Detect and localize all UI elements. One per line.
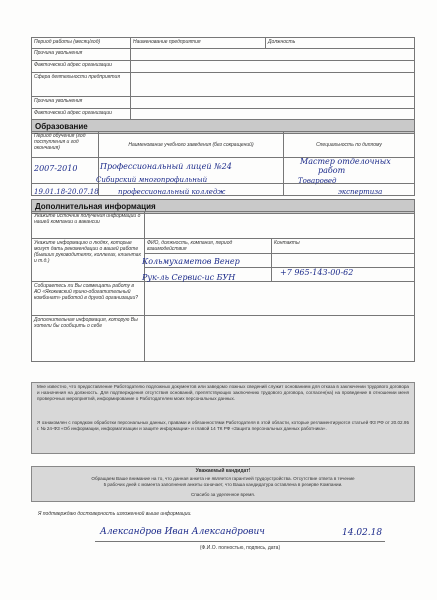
work-period-label: Период работы (месяц/год) xyxy=(32,38,131,49)
hw-edu-spec-1b: работ xyxy=(318,166,346,175)
extra-info-question: Дополнительная информация, которую Вы хотели бы сообщить о себе xyxy=(32,316,145,362)
hw-signature-name: Александров Иван Александрович xyxy=(100,527,265,537)
hw-edu-spec-1a: Мастер отделочных xyxy=(300,157,391,166)
candidate-notice-title: Уважаемый кандидат! xyxy=(195,468,251,474)
extra-info-answer xyxy=(145,316,415,362)
references-col-name: ФИО, должность, компания, период взаимодействия xyxy=(145,239,272,254)
work-position-label: Должность xyxy=(266,38,415,49)
candidate-notice-thanks: Спасибо за уделенное время. xyxy=(190,492,256,497)
hw-reference-name: Кольмухаметов Венер xyxy=(142,257,240,266)
work-reason-value-2 xyxy=(131,97,415,109)
work-company-label: Наименование предприятия xyxy=(131,38,266,49)
work-history-table xyxy=(31,37,415,121)
work-sphere-label: Сфера деятельности предприятия xyxy=(32,73,131,97)
references-col-contacts: Контакты xyxy=(272,239,415,254)
consent-paragraph-1: Мне известно, что предоставление Работодателю подложных документов или заведомо ложных сведений служит основанием для отказа в заключении трудового договора и назначения на должность. Для подтверждения отсутствия оснований, препятствующих заключению трудового договора, согласен(на) на проведение в отношении меня проверочных мероприятий, информирование о Работодателем моих персональных данных. xyxy=(37,384,409,401)
edu-spec-col: Специальность по диплому xyxy=(284,132,415,158)
additional-header: Дополнительная информация xyxy=(31,199,415,214)
work-reason-label: Причина увольнения xyxy=(32,49,131,61)
work-reason-label-2: Причина увольнения xyxy=(32,97,131,109)
reference-contact-cell xyxy=(272,254,415,268)
signature-caption: (Ф.И.О. полностью, подпись, дата) xyxy=(199,545,281,551)
edu-school-col: Наименование учебного заведения (без сокращений) xyxy=(99,132,284,158)
consent-paragraph-2: Я ознакомлен с порядком обработки персональных данных, правами и обязанностями Работодателя в этой области, которые регламентируются статьей ФЗ РФ от 20.02.95 г. № 24-ФЗ «Об информации, информатизации и защите информации» и главой 14 ТК РФ «Защита персональных данных работника». xyxy=(37,420,409,431)
candidate-notice-line2: 5 рабочих дней с момента заполнения анкеты означает, что Ваша кандидатура оставлена в резерве Компании. xyxy=(103,482,343,487)
additional-table xyxy=(31,211,415,362)
hw-edu-spec-2a: Товаровед xyxy=(298,177,337,185)
candidate-notice-line1: Обращаем Ваше внимание на то, что данная анкета не является гарантией трудоустройства. Отсутствие ответа в течение xyxy=(91,476,355,481)
hw-edu-period-1: 2007-2010 xyxy=(34,164,78,173)
confirmation-text: Я подтверждаю достоверность изложенной выше информации. xyxy=(38,511,192,517)
edu-period-col: Период обучения (год поступления и год окончания) xyxy=(32,132,99,158)
work-address-label: Фактический адрес организации xyxy=(32,61,131,73)
source-question: Укажите источник получения информации о нашей компании и вакансии xyxy=(32,212,145,239)
work-sphere-value xyxy=(131,73,415,97)
hw-edu-school-2a: Сибирский многопрофильный xyxy=(96,176,208,184)
hw-reference-company: Рук-ль Сервис-ис БУН xyxy=(142,273,236,282)
education-header: Образование xyxy=(31,119,415,134)
hw-signature-date: 14.02.18 xyxy=(342,528,383,538)
signature-line xyxy=(95,541,385,542)
combine-answer xyxy=(145,282,415,316)
hw-edu-spec-2b: экспертиза xyxy=(338,188,383,196)
hw-edu-school-1: Профессиональный лицей №24 xyxy=(100,162,232,171)
work-address-label-2: Фактический адрес организации xyxy=(32,109,131,121)
combine-question: Собираетесь ли Вы совмещать работу в АО «Якокевский ярино-обогатительный комбинат» работой в другой организации? xyxy=(32,282,145,316)
hw-reference-phone: +7 965-143-00-62 xyxy=(280,268,354,277)
source-answer xyxy=(145,212,415,239)
work-address-value xyxy=(131,61,415,73)
hw-edu-school-2b: профессиональный колледж xyxy=(118,188,226,196)
hw-edu-period-2: 19.01.18-20.07.18 xyxy=(34,188,99,196)
work-reason-value xyxy=(131,49,415,61)
references-question: Укажите информацию о людях, которые могут дать рекомендации о вашей работе (бывших руководителях, коллегах, клиентах и т.д.) xyxy=(32,239,145,282)
